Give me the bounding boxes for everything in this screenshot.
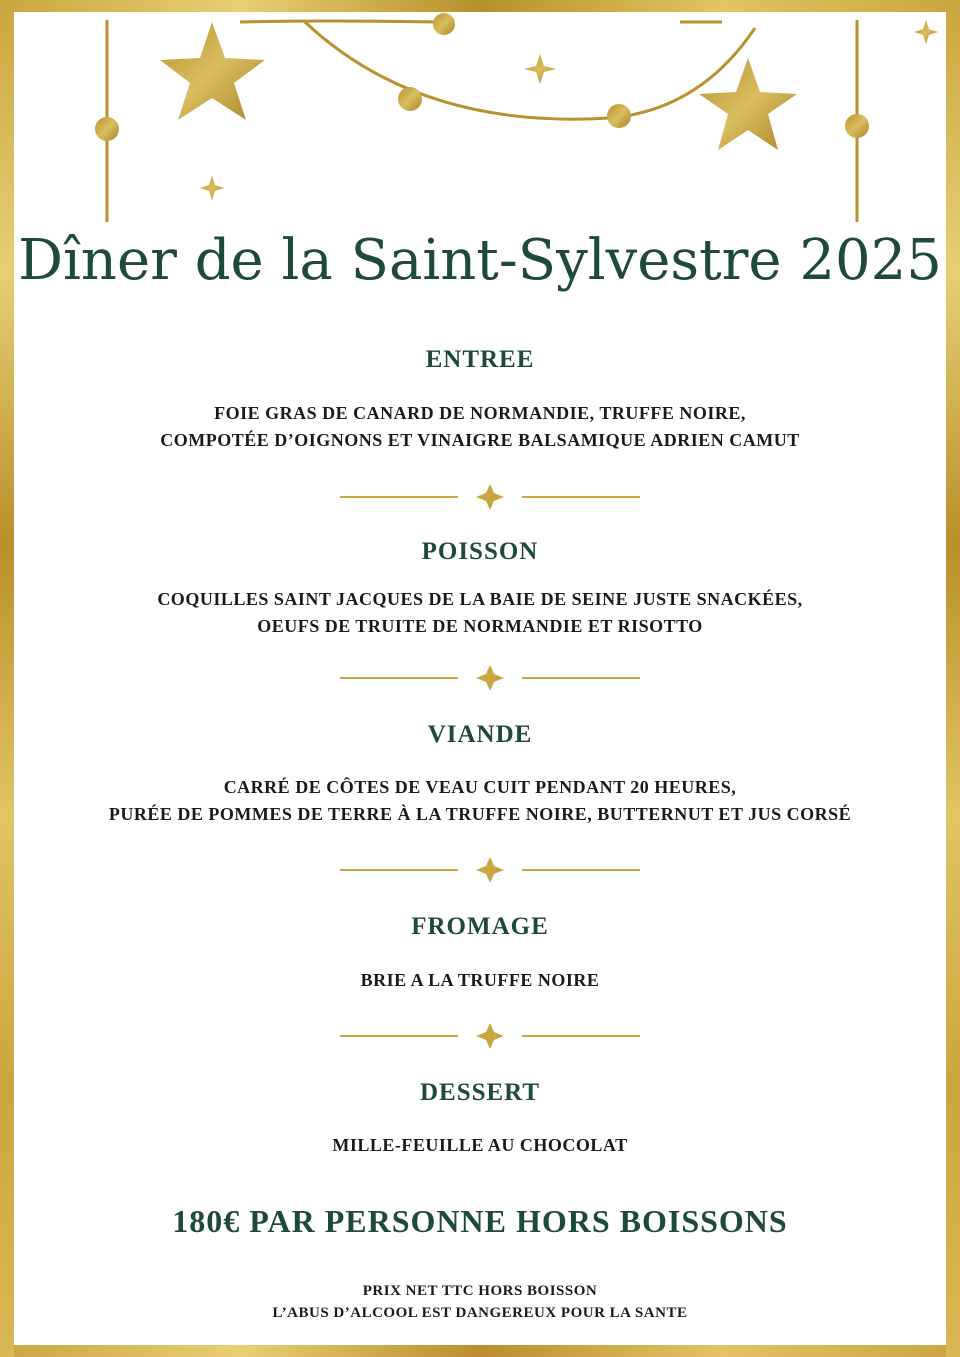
dish-line: CARRÉ DE CÔTES DE VEAU CUIT PENDANT 20 HEURES, — [223, 777, 737, 797]
garland — [305, 22, 755, 119]
ornament-divider — [340, 1021, 640, 1051]
ornament-divider — [340, 855, 640, 885]
footer-note-price: PRIX NET TTC HORS BOISSON — [362, 1283, 598, 1299]
ornament-ball-icon — [398, 87, 422, 111]
sparkle-icon — [914, 20, 938, 44]
dish-line: COQUILLES SAINT JACQUES DE LA BAIE DE SEINE JUSTE SNACKÉES, — [157, 589, 803, 609]
sparkle-icon — [476, 1023, 504, 1049]
dish-line: PURÉE DE POMMES DE TERRE À LA TRUFFE NOIRE, BUTTERNUT ET JUS CORSÉ — [108, 804, 852, 824]
star-icon — [160, 22, 265, 120]
page-title: Dîner de la Saint-Sylvestre 2025 — [18, 228, 942, 293]
gold-border-bottom — [0, 1345, 960, 1357]
star-icon — [699, 58, 797, 150]
sparkle-icon — [200, 176, 224, 200]
dish-line: FOIE GRAS DE CANARD DE NORMANDIE, TRUFFE NOIRE, — [214, 403, 746, 423]
dish-poisson — [0, 586, 960, 640]
price-line: 180€ PAR PERSONNE HORS BOISSONS — [172, 1203, 788, 1239]
festive-decoration — [0, 0, 960, 240]
dish-line: COMPOTÉE D’OIGNONS ET VINAIGRE BALSAMIQUE ADRIEN CAMUT — [160, 430, 800, 450]
dish-dessert — [0, 1132, 960, 1159]
dish-entree — [0, 400, 960, 454]
ornament-ball-icon — [95, 117, 119, 141]
section-heading-poisson: POISSON — [421, 538, 539, 565]
sparkle-icon — [476, 857, 504, 883]
ornament-divider — [340, 663, 640, 693]
section-heading-entree: ENTREE — [425, 346, 535, 373]
section-heading-fromage: FROMAGE — [411, 913, 549, 940]
ornament-ball-icon — [845, 114, 869, 138]
section-heading-viande: VIANDE — [427, 721, 533, 748]
dish-line: MILLE-FEUILLE AU CHOCOLAT — [332, 1135, 628, 1155]
dish-viande — [0, 774, 960, 828]
dish-fromage — [0, 967, 960, 994]
sparkle-icon — [476, 665, 504, 691]
sparkle-icon — [476, 484, 504, 510]
ornament-ball-icon — [607, 104, 631, 128]
ornament-ball-icon — [433, 13, 455, 35]
footer-note-alcohol: L’ABUS D’ALCOOL EST DANGEREUX POUR LA SANTE — [272, 1305, 688, 1321]
dish-line: BRIE A LA TRUFFE NOIRE — [360, 970, 600, 990]
section-heading-dessert: DESSERT — [419, 1079, 541, 1106]
dish-line: OEUFS DE TRUITE DE NORMANDIE ET RISOTTO — [257, 616, 703, 636]
ornament-divider — [340, 482, 640, 512]
sparkle-icon — [524, 54, 556, 84]
